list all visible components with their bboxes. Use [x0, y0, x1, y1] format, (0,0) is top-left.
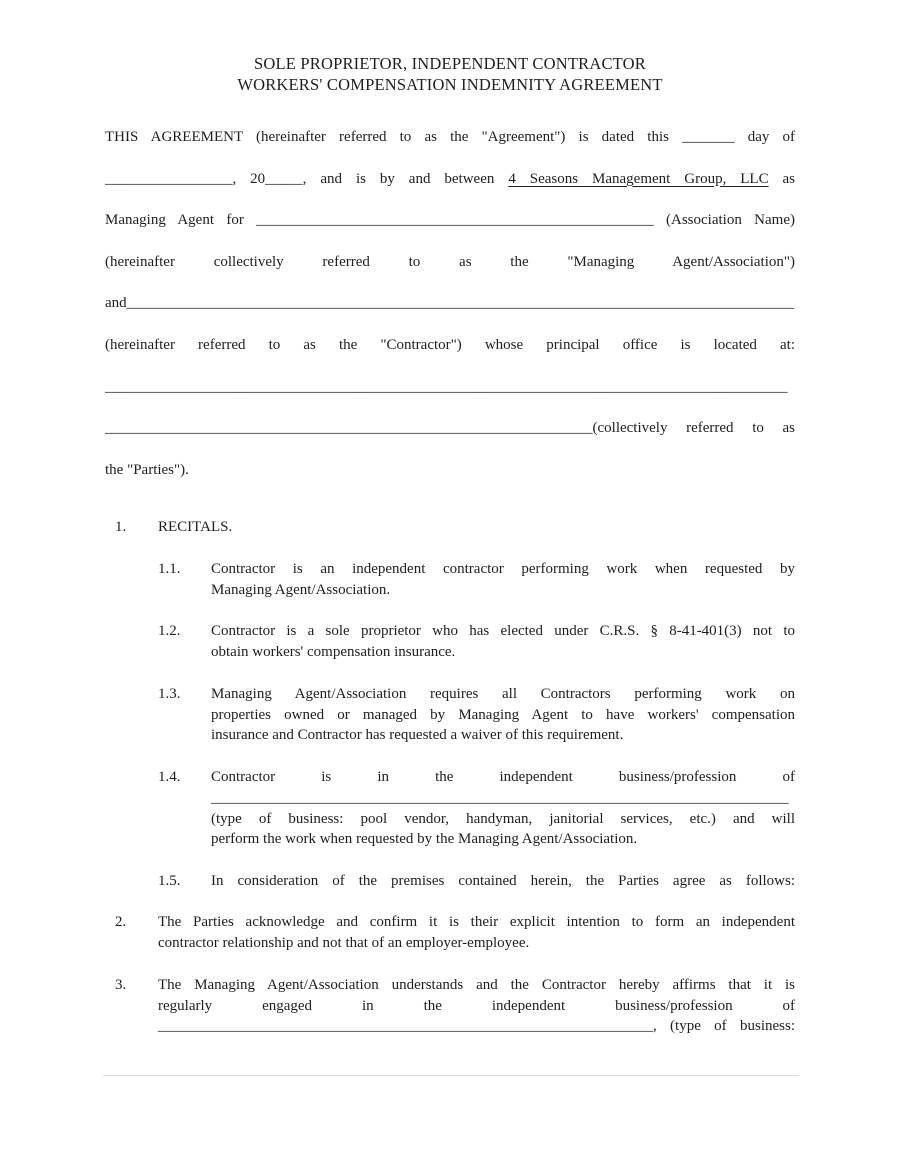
text-segment: Managing Agent/Association requires all Contractors performing work on — [211, 685, 795, 702]
document-title — [105, 53, 795, 95]
text-segment: The Managing Agent/Association understands and the Contractor hereby affirms that it is — [158, 976, 795, 993]
text-segment: the "Parties"). — [105, 461, 189, 478]
section-number: 2. — [115, 914, 127, 931]
text-line — [211, 642, 795, 663]
text-segment: In consideration of the premises contained herein, the Parties agree as follows: — [211, 872, 795, 889]
text-segment: Managing Agent for _____________________________________________________ (Association Name) — [105, 212, 795, 229]
text-line — [211, 684, 795, 705]
section-item-1-3 — [105, 684, 795, 746]
text-line — [105, 408, 795, 450]
text-segment: and_________________________________________________________________________________________ — [105, 295, 795, 312]
text-line — [158, 996, 795, 1017]
section-item-1-1 — [105, 559, 795, 601]
section-item-1 — [105, 517, 795, 538]
text-line — [211, 767, 795, 788]
text-line — [211, 559, 795, 580]
text-segment: as — [768, 170, 796, 187]
opening-paragraph — [105, 117, 795, 491]
text-line — [105, 159, 795, 201]
text-line — [211, 871, 795, 892]
text-line — [105, 200, 795, 242]
section-number: 1.4. — [158, 768, 181, 785]
text-line — [211, 705, 795, 726]
text-line — [211, 809, 795, 830]
text-segment: obtain workers' compensation insurance. — [211, 644, 456, 661]
text-line — [211, 580, 795, 601]
section-number: 1.5. — [158, 872, 181, 889]
text-line — [158, 1016, 795, 1037]
text-line — [105, 117, 795, 159]
text-segment: regularly engaged in the independent business/profession of — [158, 997, 795, 1014]
section-item-1-5 — [105, 871, 795, 892]
section-number: 1. — [115, 519, 127, 536]
section-number: 1.2. — [158, 623, 181, 640]
text-segment: Contractor is a sole proprietor who has elected under C.R.S. § 8-41-401(3) not to — [211, 623, 795, 640]
text-segment: THIS AGREEMENT (hereinafter referred to as the "Agreement") is dated this _______ day of — [105, 129, 795, 145]
underlined-company-name: 4 Seasons Management Group, LLC — [508, 170, 769, 187]
text-segment: insurance and Contractor has requested a waiver of this requirement. — [211, 727, 624, 744]
section-item-1-2 — [105, 621, 795, 663]
blank-line: ___________________________________________________________________________________________ — [105, 378, 788, 395]
text-line — [158, 912, 795, 933]
text-line — [158, 975, 795, 996]
text-line — [105, 325, 795, 367]
text-segment: perform the work when requested by the Managing Agent/Association. — [211, 831, 638, 848]
section-number: 3. — [115, 976, 127, 993]
sections — [105, 517, 795, 1037]
text-line — [105, 367, 795, 409]
text-segment: (hereinafter referred to as the "Contractor") whose principal office is located at: — [105, 336, 795, 353]
text-line — [211, 621, 795, 642]
text-line — [158, 933, 795, 954]
text-segment: RECITALS. — [158, 519, 233, 536]
text-segment: _________________, 20_____, and is by and between — [105, 170, 509, 187]
section-item-2 — [105, 912, 795, 954]
text-line — [211, 829, 795, 850]
text-segment: (type of business: pool vendor, handyman, janitorial services, etc.) and will — [211, 810, 795, 827]
text-segment: properties owned or managed by Managing Agent to have workers' compensation — [211, 706, 795, 723]
text-line — [211, 788, 795, 809]
text-segment: contractor relationship and not that of an employer-employee. — [158, 935, 530, 952]
text-line — [105, 283, 795, 325]
text-line — [105, 450, 795, 492]
title-line-2: WORKERS' COMPENSATION INDEMNITY AGREEMENT — [237, 75, 663, 94]
text-segment: Contractor is in the independent business/profession of — [211, 768, 795, 785]
section-number: 1.3. — [158, 685, 181, 702]
section-item-3 — [105, 975, 795, 1037]
text-segment: Managing Agent/Association. — [211, 581, 391, 598]
section-number: 1.1. — [158, 560, 181, 577]
page-divider — [103, 1075, 799, 1076]
title-line-1: SOLE PROPRIETOR, INDEPENDENT CONTRACTOR — [254, 54, 646, 73]
section-item-1-4 — [105, 767, 795, 850]
text-segment: Contractor is an independent contractor performing work when requested by — [211, 560, 795, 577]
document-content — [105, 0, 795, 1037]
text-segment: (hereinafter collectively referred to as the "Managing Agent/Association") — [105, 253, 795, 270]
text-segment: The Parties acknowledge and confirm it is their explicit intention to form an independent — [158, 914, 795, 931]
text-line — [158, 517, 795, 538]
text-segment: __________________________________________________________________, (type of business: — [158, 1018, 795, 1035]
blank-line: _____________________________________________________________________________ — [211, 789, 789, 806]
text-segment: _________________________________________________________________(collectively referred to as — [105, 420, 795, 437]
text-line — [211, 725, 795, 746]
text-line — [105, 242, 795, 284]
